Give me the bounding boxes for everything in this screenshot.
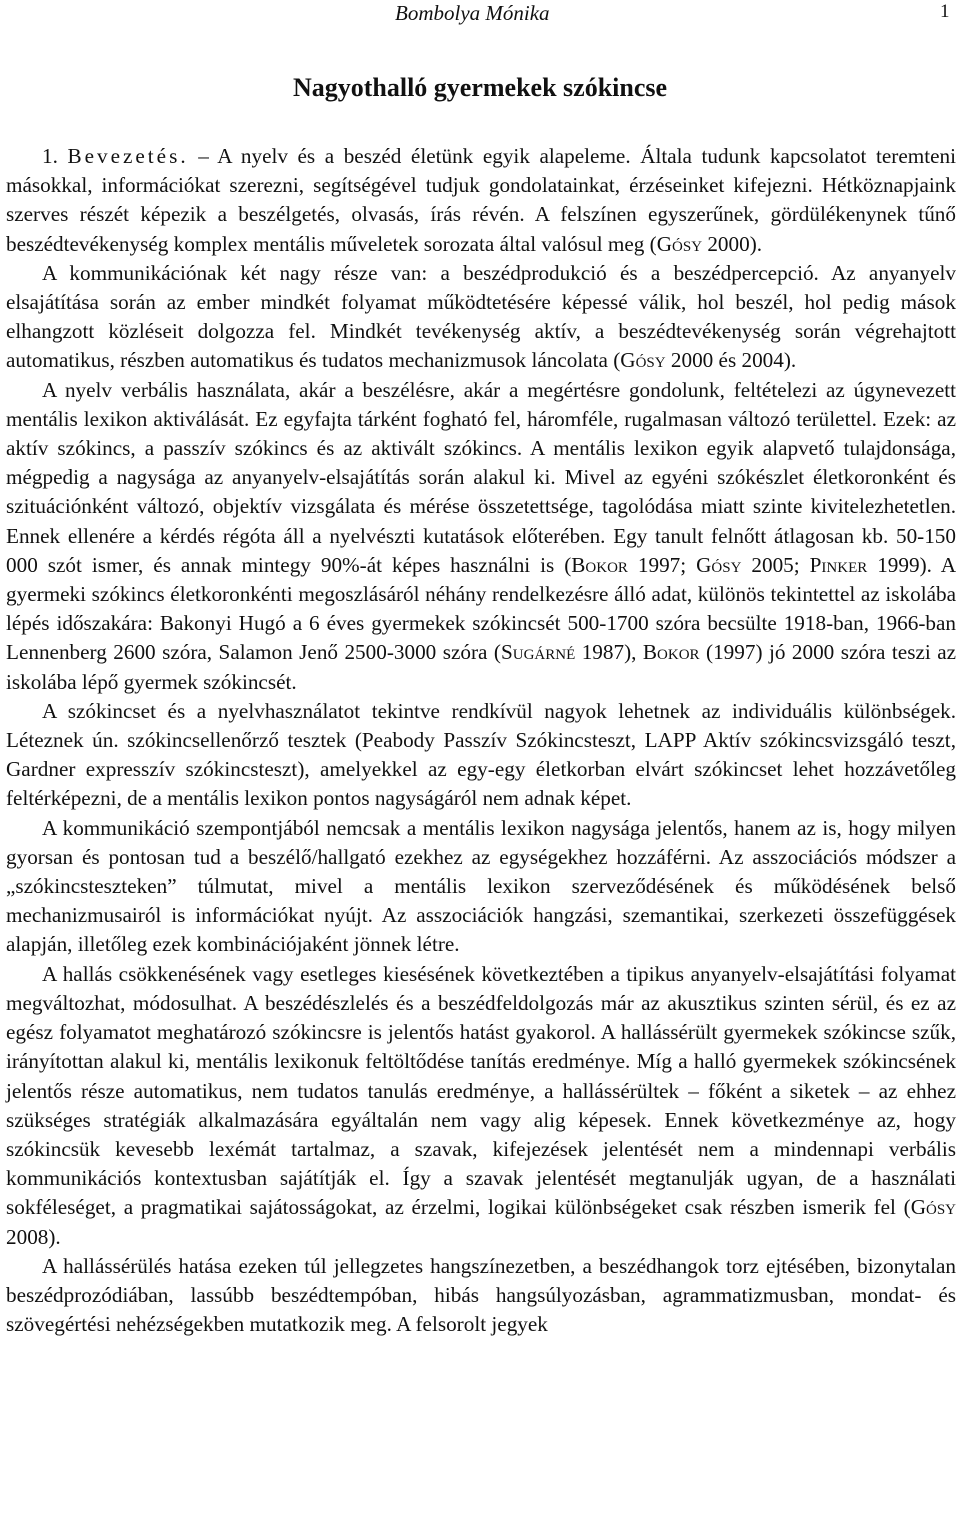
author-citation: Bokor: [571, 552, 628, 577]
page-number: 1: [940, 1, 950, 22]
text-run: A hallássérülés hatása ezeken túl jellegzetes hangszínezetben, a beszédhangok torz ejtésében, bizonytalan beszédprozódiában, lassúbb beszédtempóban, hibás hangsúlyozásban, agrammatizmusban, mondat- és szövegértési nehézségekben mutatkozik meg. A felsorolt jegyek: [6, 1253, 956, 1337]
section-number: 1.: [42, 144, 58, 168]
author-citation: Pinker: [809, 552, 868, 577]
document-body: [6, 142, 956, 1339]
paragraph: [6, 1252, 956, 1340]
paragraph: [6, 697, 956, 814]
author-citation: Gósy: [696, 552, 742, 577]
paragraph: [6, 259, 956, 376]
text-run: (1997) jó 2000 szóra teszi az iskolába lépő gyermek szókincsét.: [6, 640, 957, 694]
author-citation: Gósy: [656, 231, 703, 256]
author-citation: Gósy: [910, 1195, 956, 1220]
paragraph: [6, 376, 956, 697]
author-citation: Bokor: [642, 640, 700, 665]
section-heading: Bevezetés.: [67, 144, 189, 168]
text-run: A hallás csökkenésének vagy esetleges kiesésének következtében a tipikus anyanyelv-elsajátítási folyamat megváltozhat, módosulhat. A beszédészlelés és a beszédfeldolgozás már az akusztikus szinten sérül, és ez az egész folyamatot meghatározó szókincsre is jelentős hatást gyakorol. A hallássérült gyermekek szókincse szűk, irányítottan alakul ki, mentális lexikonuk feltöltődése tanítás eredménye. Míg a halló gyermekek szókincsének jelentős része automatikus, nem tudatos tanulás eredménye, a hallássérültek – főként a siketek – az ehhez szükséges stratégiák alkalmazására egyáltalán nem vagy alig képesek. Ennek következménye az, hogy szókincsük kevesebb lexémát tartalmaz, a szavak, kifejezések jelentését nem a mindennapi verbális kommunikációs kontextusban sajátítják el. Így a szavak jelentését megtanulják ugyan, de a használati sokféleséget, a pragmatikai sajátosságokat, az érzelmi, logikai különbségeket csak részben ismerik fel (: [6, 961, 956, 1220]
text-run: 2000 és 2004).: [665, 348, 797, 373]
paragraph: [6, 814, 956, 960]
text-run: 1987),: [575, 640, 643, 665]
document-title: Nagyothalló gyermekek szókincse: [292, 73, 668, 102]
running-head-author: Bombolya Mónika: [395, 1, 550, 25]
text-run: A kommunikáció szempontjából nemcsak a mentális lexikon nagysága jelentős, hanem az is, hogy milyen gyorsan és pontosan tud a beszélő/hallgató ezekhez az egységekhez hozzáférni. Az asszociációs módszer a „szókincsteszteken” túlmutat, mivel a mentális lexikon szerveződésének és működésének belső mechanizmusairól is információkat nyújt. Az asszociációk hangzási, szemantikai, szerkezeti összefüggések alapján, illetőleg ezek kombinációjaként jönnek létre.: [6, 815, 956, 957]
page-header: [0, 0, 960, 40]
author-citation: Sugárné: [500, 640, 576, 665]
author-citation: Gósy: [620, 348, 666, 373]
text-run: 2000).: [702, 231, 763, 256]
text-run: 2008).: [6, 1224, 61, 1249]
paragraph: [6, 960, 956, 1252]
text-run: 2005;: [741, 552, 810, 577]
text-run: A nyelv verbális használata, akár a beszélésre, akár a megértésre gondolunk, feltételezi az úgynevezett mentális lexikon aktiválását. Ez egyfajta tárként fogható fel, háromféle, rugalmasan változó területtel. Ezek: az aktív szókincs, a passzív szókincs és az aktivált szókincs. A mentális lexikon egyik alapvető tulajdonsága, mégpedig a nagysága az anyanyelv-elsajátítás során alakul ki. Mivel az egyéni szókészlet életkoronként és szituációnként változó, objektív vizsgálata és mérése összetettsége, tagolódása miatt szinte kivitelezhetetlen. Ennek ellenére a kérdés régóta áll a nyelvészti kutatások előterében. Egy tanult felnőtt átlagosan kb. 50-150 000 szót ismer, és annak mintegy 90%-át képes használni is (: [6, 377, 956, 577]
text-run: A szókincset és a nyelvhasználatot tekintve rendkívül nagyok lehetnek az individuális különbségek. Léteznek ún. szókincsellenőrző tesztek (Peabody Passzív Szókincsteszt, LAPP Aktív szókincsvizsgáló teszt, Gardner expresszív szókincsteszt), amelyekkel az egy-egy életkorban elvárt szókincset lehet hozzávetőleg feltérképezni, de a mentális lexikon pontos nagyságáról nem adnak képet.: [6, 698, 956, 811]
text-run: 1997;: [627, 552, 697, 577]
section-dash: –: [198, 144, 209, 168]
text-run: A kommunikációnak két nagy része van: a beszédprodukció és a beszédpercepció. Az anyanyelv elsajátítása során az ember mindkét folyamat működtetésére képessé válik, hol beszél, hol pedig mások elhangzott közléseit dolgozza fel. Mindkét tevékenység aktív, a beszédtevékenység során végrehajtott automatikus, részben automatikus és tudatos mechanizmusok láncolata (: [6, 260, 956, 373]
text-run: A nyelv és a beszéd életünk egyik alapeleme. Általa tudunk kapcsolatot teremteni másokkal, információkat szerezni, segítségével tudjuk gondolatainkat, érzéseinket kifejezni. Hétköznapjaink szerves részét képezik a beszélgetés, olvasás, írás révén. A felszínen egyszerűnek, gördülékenynek tűnő beszédtevékenység komplex mentális műveletek sorozata által valósul meg (: [6, 144, 956, 256]
text-run: 1999). A gyermeki szókincs életkoronkénti megoszlásáról néhány rendelkezésre álló adat, különös tekintettel az iskolába lépés időszakára: Bakonyi Hugó a 6 éves gyermekek szókincsét 500-1700 szóra becsülte 1918-ban, 1966-ban Lennenberg 2600 szóra, Salamon Jenő 2500-3000 szóra (: [6, 552, 957, 665]
paragraph: [6, 142, 956, 259]
